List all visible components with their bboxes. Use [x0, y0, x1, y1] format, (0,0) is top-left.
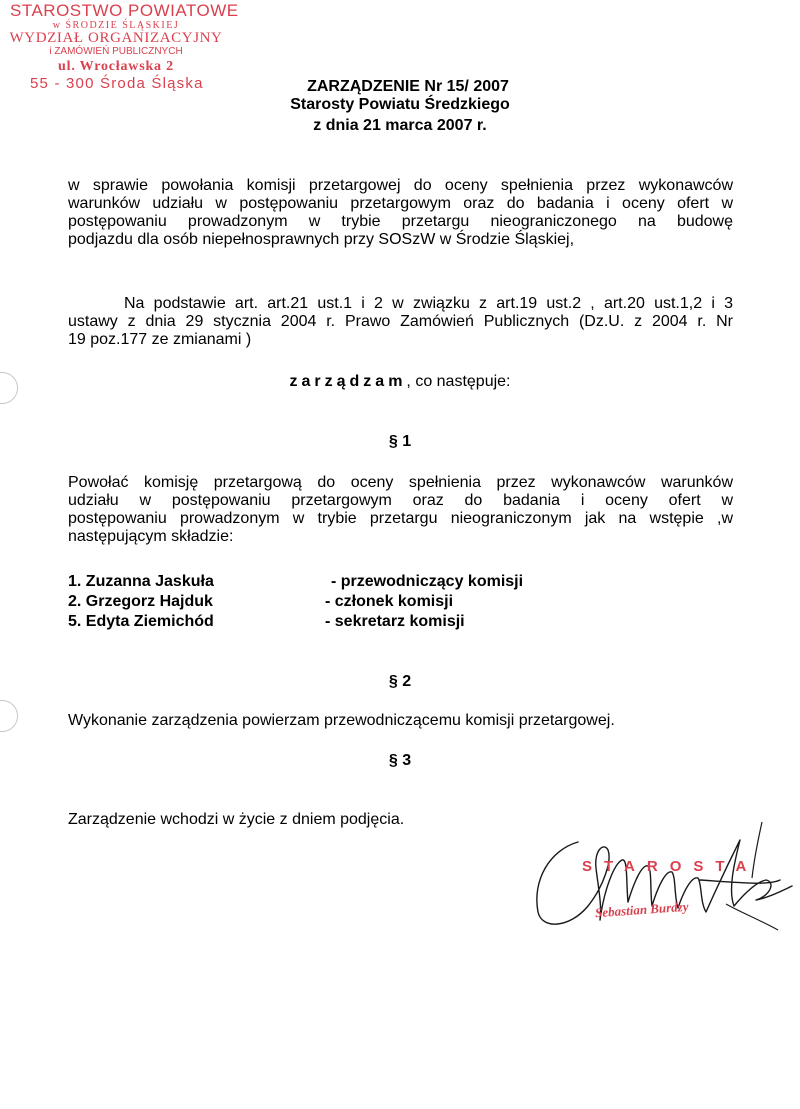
section-3-heading: § 3 — [388, 752, 412, 769]
member-role: - przewodniczący komisji — [331, 573, 524, 590]
stamp-line-office: STAROSTWO POWIATOWE — [10, 1, 239, 20]
stamp-line-town: w ŚRODZIE ŚLĄSKIEJ — [52, 20, 180, 31]
subject-line: warunków udziału w postępowaniu przetargowym oraz do badania i oceny ofert w — [68, 195, 733, 212]
member-name: 2. Grzegorz Hajduk — [68, 593, 213, 610]
member-role: - sekretarz komisji — [325, 613, 465, 630]
committee-member — [68, 572, 524, 592]
stamp-line-postcode: 55 - 300 Środa Śląska — [30, 75, 204, 92]
stamp-line-department: WYDZIAŁ ORGANIZACYJNY — [9, 30, 223, 46]
section-3-text: Zarządzenie wchodzi w życie z dniem podjęcia. — [68, 811, 405, 828]
section-1-line: udziału w postępowaniu przetargowym oraz do badania i oceny ofert w — [68, 492, 733, 509]
subject-line: postępowaniu prowadzonym w trybie przetargu nieograniczonego na budowę — [68, 213, 733, 230]
subject-line: podjazdu dla osób niepełnosprawnych przy SOSzW w Środzie Śląskiej, — [68, 231, 575, 248]
signature-stamp-title: STAROSTA — [582, 858, 759, 875]
subject-paragraph — [68, 177, 733, 249]
stamp-line-procurement: i ZAMÓWIEŃ PUBLICZNYCH — [49, 46, 183, 57]
section-2-text: Wykonanie zarządzenia powierzam przewodniczącemu komisji przetargowej. — [68, 712, 615, 729]
signature-block — [530, 820, 800, 940]
handwritten-signature — [530, 820, 800, 940]
basis-line: 19 poz.177 ze zmianami ) — [68, 331, 252, 348]
member-name: 5. Edyta Ziemichód — [68, 613, 214, 630]
committee-member — [68, 612, 465, 632]
section-1-line: Powołać komisję przetargową do oceny spełnienia przez wykonawców warunków — [68, 474, 733, 491]
document-issuer: Starosty Powiatu Średzkiego — [290, 96, 510, 113]
decree-rest: , co następuje: — [406, 373, 511, 390]
decree-word: zarządzam — [289, 373, 407, 390]
basis-line: Na podstawie art. art.21 ust.1 i 2 w związku z art.19 ust.2 , art.20 ust.1,2 i 3 — [124, 295, 733, 312]
punch-hole-mark — [0, 700, 18, 732]
section-1-paragraph — [68, 474, 733, 546]
member-name: 1. Zuzanna Jaskuła — [68, 573, 214, 590]
decree-line — [0, 373, 800, 391]
document-date: z dnia 21 marca 2007 r. — [313, 117, 487, 134]
section-1-heading: § 1 — [388, 433, 412, 450]
basis-line: ustawy z dnia 29 stycznia 2004 r. Prawo Zamówień Publicznych (Dz.U. z 2004 r. Nr — [68, 313, 733, 330]
document-title: ZARZĄDZENIE Nr 15/ 2007 — [307, 78, 509, 95]
committee-member — [68, 592, 454, 612]
section-1-line: następującym składzie: — [68, 528, 234, 545]
member-role: - członek komisji — [325, 593, 454, 610]
section-1-line: postępowaniu prowadzonym w trybie przetargu nieograniczonym jak na wstępie ,w — [68, 510, 733, 527]
section-2-heading: § 2 — [388, 673, 412, 690]
legal-basis-paragraph — [68, 295, 733, 349]
stamp-line-street: ul. Wrocławska 2 — [58, 59, 174, 74]
signature-stamp-name: Sebastian Burdzy — [594, 898, 689, 921]
subject-line: w sprawie powołania komisji przetargowej do oceny spełnienia przez wykonawców — [68, 177, 733, 194]
